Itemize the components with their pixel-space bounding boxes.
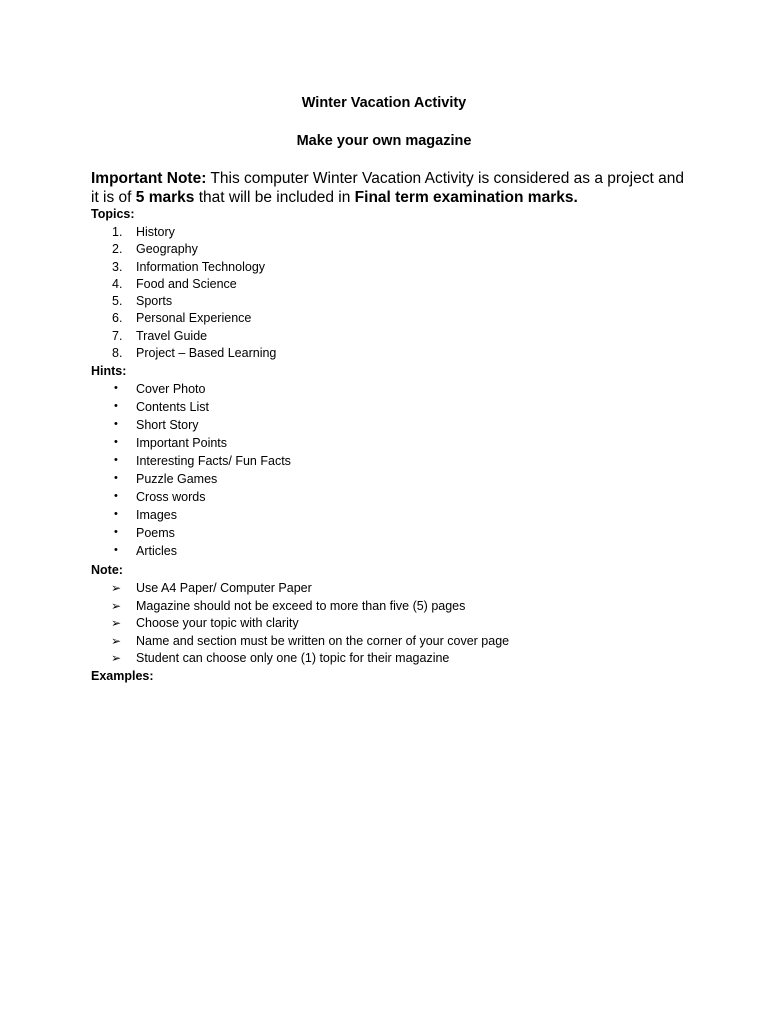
hint-text: Puzzle Games bbox=[136, 472, 218, 486]
document-subtitle: Make your own magazine bbox=[296, 133, 472, 149]
topic-text: Geography bbox=[136, 242, 198, 257]
topics-heading: Topics: bbox=[91, 207, 135, 221]
note-item bbox=[0, 599, 768, 617]
hint-text: Images bbox=[136, 508, 177, 522]
important-note-paragraph bbox=[91, 169, 691, 207]
hint-item bbox=[0, 436, 768, 454]
hint-item bbox=[0, 418, 768, 436]
arrow-bullet-icon: ➢ bbox=[111, 616, 122, 630]
topic-item bbox=[0, 242, 768, 259]
hints-heading: Hints: bbox=[91, 364, 127, 378]
notes-list bbox=[0, 581, 768, 669]
arrow-bullet-icon: ➢ bbox=[111, 598, 122, 613]
bullet-icon: • bbox=[114, 436, 118, 448]
topic-text: Project – Based Learning bbox=[136, 346, 277, 361]
hint-item bbox=[0, 490, 768, 508]
arrow-bullet-icon: ➢ bbox=[111, 581, 122, 595]
hint-text: Short Story bbox=[136, 418, 199, 432]
note-item bbox=[0, 581, 768, 599]
hint-text: Cross words bbox=[136, 490, 206, 504]
topic-text: Personal Experience bbox=[136, 311, 252, 326]
topic-item bbox=[0, 225, 768, 242]
note-text: Student can choose only one (1) topic for their magazine bbox=[136, 651, 450, 665]
topics-list bbox=[0, 225, 768, 363]
important-note-marks: 5 marks bbox=[135, 189, 195, 206]
topic-number: 2. bbox=[112, 242, 123, 257]
hint-text: Interesting Facts/ Fun Facts bbox=[136, 454, 291, 468]
hint-item bbox=[0, 526, 768, 544]
topic-number: 8. bbox=[112, 346, 123, 361]
topic-number: 1. bbox=[112, 225, 123, 239]
hint-item bbox=[0, 400, 768, 418]
topic-text: History bbox=[136, 225, 175, 239]
bullet-icon: • bbox=[114, 544, 118, 556]
important-note-label: Important Note: bbox=[91, 170, 207, 187]
examples-heading: Examples: bbox=[91, 669, 154, 683]
hints-list bbox=[0, 382, 768, 562]
bullet-icon: • bbox=[114, 472, 118, 484]
note-text: Magazine should not be exceed to more than five (5) pages bbox=[136, 598, 466, 613]
note-item bbox=[0, 616, 768, 634]
hint-text: Poems bbox=[136, 526, 175, 540]
topic-item bbox=[0, 294, 768, 311]
hint-item bbox=[0, 472, 768, 490]
hint-item bbox=[0, 382, 768, 400]
topic-number: 5. bbox=[112, 294, 123, 309]
topic-number: 3. bbox=[112, 259, 123, 274]
topic-text: Information Technology bbox=[136, 259, 266, 274]
hint-item bbox=[0, 544, 768, 562]
topic-item bbox=[0, 311, 768, 328]
bullet-icon: • bbox=[114, 526, 118, 538]
note-item bbox=[0, 651, 768, 669]
important-note-final: Final term examination marks. bbox=[354, 189, 578, 206]
important-note-text-1: This computer Winter Vacation Activity is considered as a project and it is of bbox=[91, 170, 684, 206]
topic-text: Travel Guide bbox=[136, 328, 208, 343]
note-text: Name and section must be written on the corner of your cover page bbox=[136, 633, 510, 648]
hint-item bbox=[0, 508, 768, 526]
important-note-text-2: that will be included in bbox=[194, 189, 355, 206]
bullet-icon: • bbox=[114, 454, 118, 466]
topic-item bbox=[0, 329, 768, 346]
topic-text: Sports bbox=[136, 294, 173, 309]
note-heading: Note: bbox=[91, 563, 123, 577]
topic-number: 6. bbox=[112, 311, 123, 326]
topic-item bbox=[0, 277, 768, 294]
topic-item bbox=[0, 260, 768, 277]
arrow-bullet-icon: ➢ bbox=[111, 633, 122, 648]
topic-item bbox=[0, 346, 768, 363]
document-title: Winter Vacation Activity bbox=[301, 95, 467, 111]
bullet-icon: • bbox=[114, 382, 118, 394]
hint-item bbox=[0, 454, 768, 472]
hint-text: Articles bbox=[136, 544, 177, 558]
hint-text: Important Points bbox=[136, 436, 228, 450]
bullet-icon: • bbox=[114, 418, 118, 430]
note-text: Choose your topic with clarity bbox=[136, 616, 299, 630]
arrow-bullet-icon: ➢ bbox=[111, 651, 122, 665]
note-item bbox=[0, 634, 768, 652]
note-text: Use A4 Paper/ Computer Paper bbox=[136, 581, 312, 595]
topic-text: Food and Science bbox=[136, 276, 237, 291]
hint-text: Contents List bbox=[136, 400, 209, 414]
topic-number: 4. bbox=[112, 276, 123, 291]
bullet-icon: • bbox=[114, 400, 118, 412]
topic-number: 7. bbox=[112, 328, 123, 343]
bullet-icon: • bbox=[114, 490, 118, 502]
hint-text: Cover Photo bbox=[136, 382, 206, 396]
bullet-icon: • bbox=[114, 508, 118, 520]
